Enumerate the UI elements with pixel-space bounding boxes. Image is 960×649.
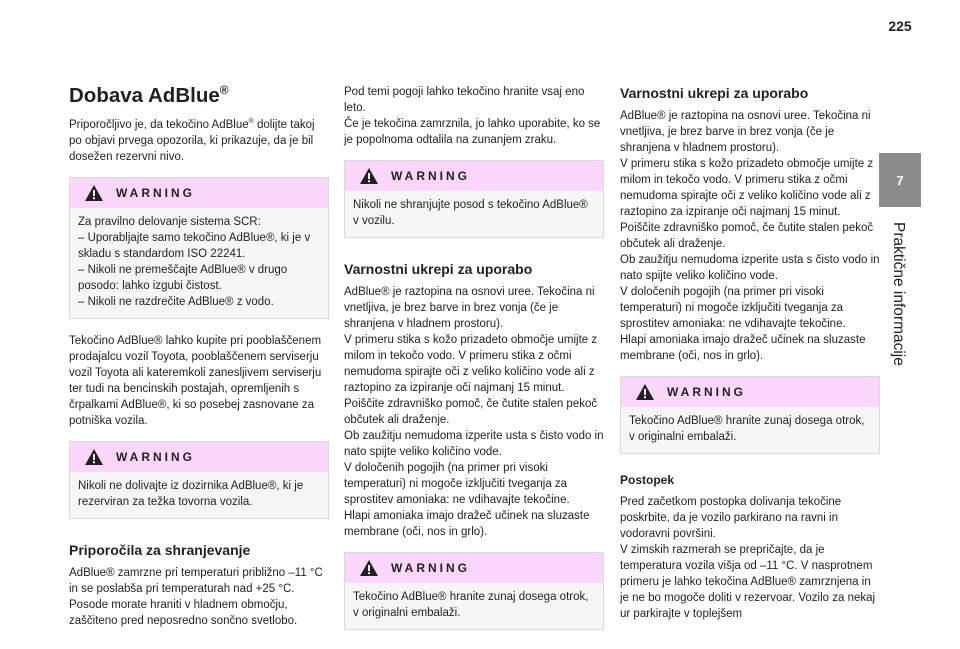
warning-triangle-icon — [359, 559, 379, 577]
chapter-tab — [879, 153, 921, 207]
warning-title: WARNING — [391, 561, 470, 575]
warning-triangle-icon — [84, 184, 104, 202]
safety-heading: Varnostni ukrepi za uporabo — [344, 261, 533, 277]
page-number: 225 — [888, 18, 912, 34]
column-3 — [620, 84, 880, 634]
warning-text: Nikoli ne dolivajte iz dozirnika AdBlue®, ki je rezerviran za težka tovorna vozila. — [78, 480, 304, 508]
safety-heading: Varnostni ukrepi za uporabo — [620, 85, 809, 101]
warning-title: WARNING — [667, 385, 746, 399]
warning-box — [69, 441, 329, 519]
warning-text: Tekočino AdBlue® hranite zunaj dosega otrok, v originalni embalaži. — [353, 591, 589, 619]
purchase-paragraph: Tekočino AdBlue® lahko kupite pri pooblaščenem prodajalcu vozil Toyota, pooblaščenem serviserju vozil Toyota ali kateremkoli zanesljivem serviserju ter tudi na bencinskih postajah, opremljenih s črpalkami AdBlue®, ki so posebej zasnovane za potniška vozila. — [69, 335, 322, 427]
chapter-number: 7 — [896, 172, 904, 188]
warning-header — [70, 442, 328, 472]
warning-header — [345, 161, 603, 191]
warning-header — [621, 377, 879, 407]
warning-text: Nikoli ne shranjujte posod s tekočino AdBlue® v vozilu. — [353, 199, 588, 227]
warning-box — [69, 177, 329, 319]
safety-paragraph: AdBlue® je raztopina na osnovi uree. Tekočina ni vnetljiva, je brez barve in brez vonja (če je shranjena v hladnem prostoru). V primeru stika s kožo prizadeto območje umijte z milom in tekočo vodo. V primeru stika z očmi nemudoma spirajte oči z veliko količino vode ali z raztopino za izpiranje oči najmanj 15 minut. Poiščite zdravniško pomoč, če čutite stalen pekoč občutek ali draženje. Ob zaužitju nemudoma izperite usta s čisto vodo in nato spijte veliko količino vode. V določenih pogojih (na primer pri visoki temperaturi) ni mogoče izključiti tveganja za sprostitev amoniaka: ne vdihavajte tekočine. Hlapi amoniaka imajo dražeč učinek na sluzaste membrane (oči, nos in grlo). — [620, 110, 880, 362]
chapter-title: Praktične informacije — [890, 222, 907, 366]
column-1 — [69, 84, 329, 641]
warning-triangle-icon — [359, 167, 379, 185]
column-2 — [344, 84, 604, 644]
warning-triangle-icon — [635, 383, 655, 401]
safety-paragraph: AdBlue® je raztopina na osnovi uree. Tekočina ni vnetljiva, je brez barve in brez vonja (če je shranjena v hladnem prostoru). V primeru stika s kožo prizadeto območje umijte z milom in tekočo vodo. V primeru stika z očmi nemudoma spirajte oči z veliko količino vode ali z raztopino za izpiranje oči najmanj 15 minut. Poiščite zdravniško pomoč, če čutite stalen pekoč občutek ali draženje. Ob zaužitju nemudoma izperite usta s čisto vodo in nato spijte veliko količino vode. V določenih pogojih (na primer pri visoki temperaturi) ni mogoče izključiti tveganja za sprostitev amoniaka: ne vdihavajte tekočine. Hlapi amoniaka imajo dražeč učinek na sluzaste membrane (oči, nos in grlo). — [344, 286, 604, 538]
storage-heading: Priporočila za shranjevanje — [69, 542, 251, 558]
warning-header — [70, 178, 328, 208]
warning-text: Tekočino AdBlue® hranite zunaj dosega otrok, v originalni embalaži. — [629, 415, 865, 443]
procedure-paragraph: Pred začetkom postopka dolivanja tekočine poskrbite, da je vozilo parkirano na ravni in vodoravni površini. V zimskih razmerah se prepričajte, da je temperatura vozila višja od –11 °C. V nasprotnem primeru je lahko tekočina AdBlue® zamrznjena in je ne bo mogoče doliti v rezervoar. Vozilo za nekaj ur parkirajte v toplejšem — [620, 496, 876, 620]
warning-box — [344, 160, 604, 238]
warning-box — [620, 376, 880, 454]
storage-continued-paragraph: Pod temi pogoji lahko tekočino hranite vsaj eno leto. Če je tekočina zamrznila, jo lahko uporabite, ko se je popolnoma odtalila na zunanjem zraku. — [344, 86, 601, 146]
warning-title: WARNING — [116, 186, 195, 200]
storage-paragraph: AdBlue® zamrzne pri temperaturi približno –11 °C in se poslabša pri temperaturah nad +25 °C. Posode morate hraniti v hladnem območju, zaščiteno pred neposredno sončno svetlobo. — [69, 567, 323, 627]
warning-text: Za pravilno delovanje sistema SCR: – Uporabljajte samo tekočino AdBlue®, ki je v skladu s standardom ISO 22241. – Nikoli ne premeščajte AdBlue® v drugo posodo: lahko izgubi čistost. – Nikoli ne razdrečite AdBlue® z vodo. — [78, 216, 311, 308]
warning-header — [345, 553, 603, 583]
warning-title: WARNING — [391, 169, 470, 183]
warning-title: WARNING — [116, 450, 195, 464]
page-title: Dobava AdBlue® — [69, 83, 229, 107]
warning-triangle-icon — [84, 448, 104, 466]
procedure-heading: Postopek — [620, 473, 675, 487]
warning-box — [344, 552, 604, 630]
intro-paragraph: Priporočljivo je, da tekočino AdBlue® dolijte takoj po objavi prvega opozorila, ki prikazuje, da je bil dosežen rezervni nivo. — [69, 118, 315, 163]
